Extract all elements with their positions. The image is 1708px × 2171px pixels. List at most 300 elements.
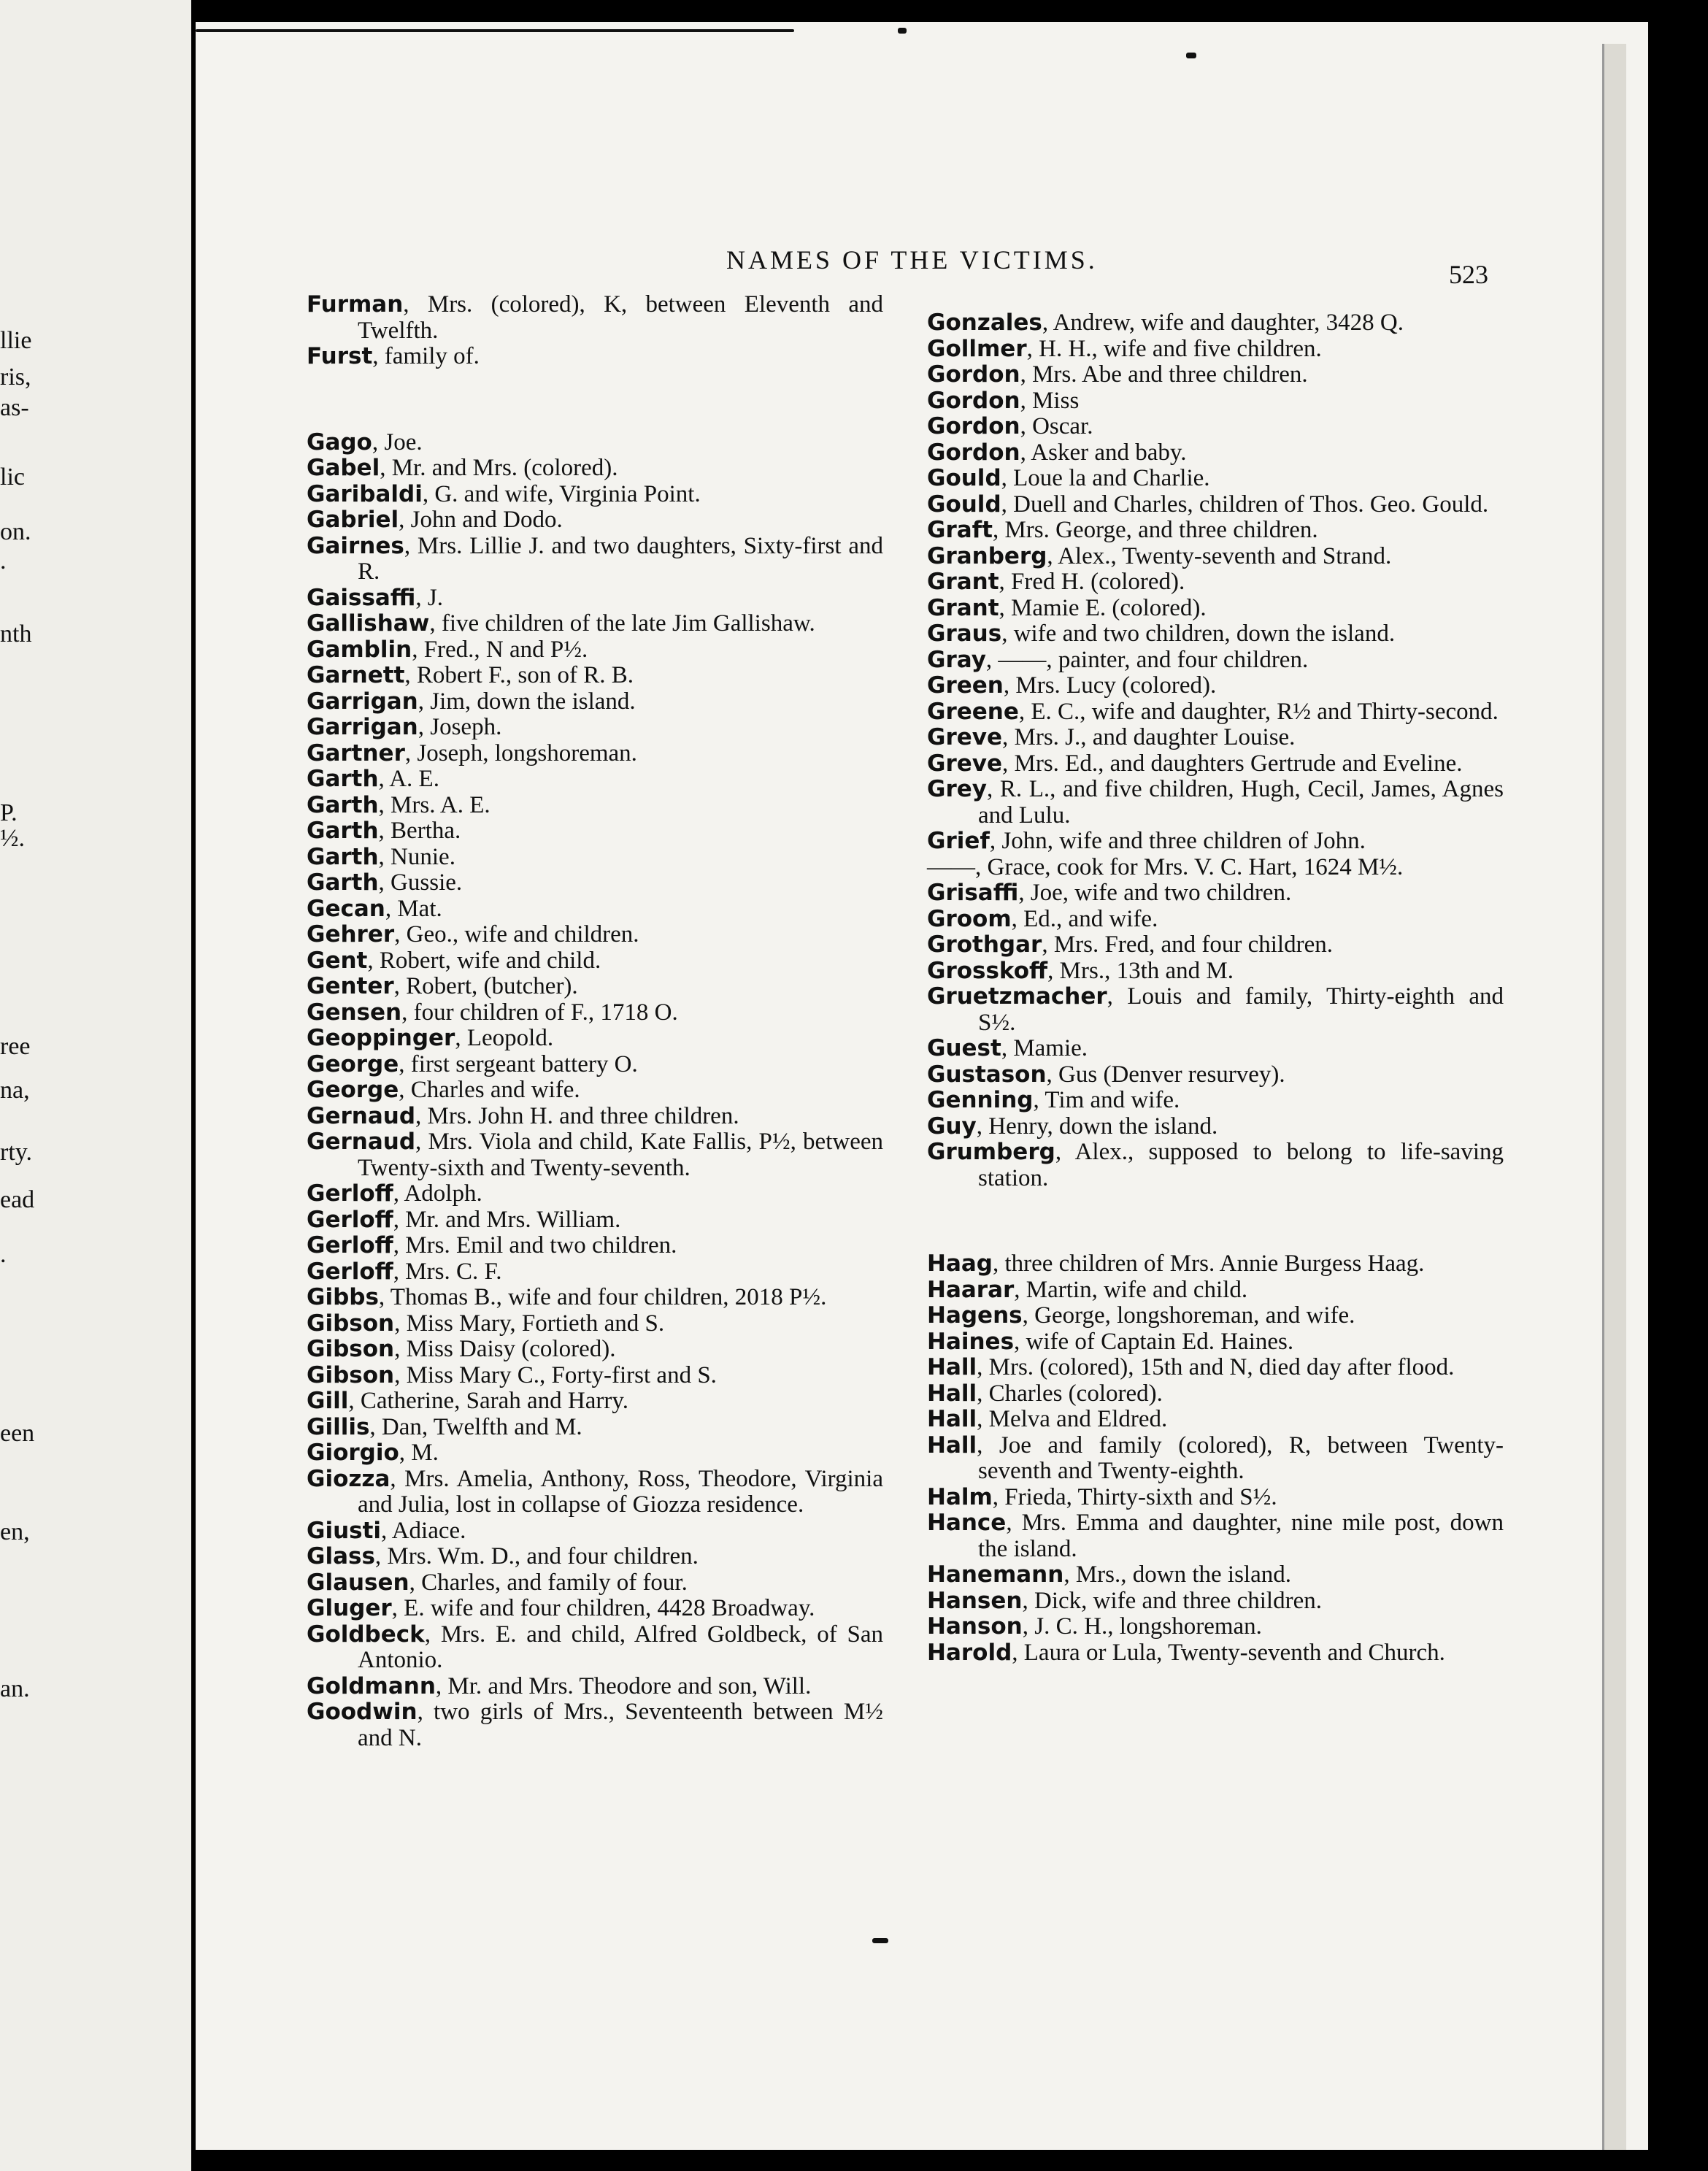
- entry-details: , wife and two children, down the island.: [1001, 620, 1396, 647]
- surname: Gordon: [927, 439, 1020, 466]
- entry-details: , Mrs. C. F.: [393, 1258, 502, 1285]
- victim-entry: [307, 1259, 883, 1286]
- entry-details: , Robert, wife and child.: [367, 947, 601, 974]
- entry-details: , Joe, wife and two children.: [1018, 880, 1292, 906]
- entry-details: , Mrs. A. E.: [378, 791, 491, 818]
- victim-entry: [307, 1544, 883, 1570]
- surname: Graft: [927, 517, 993, 543]
- entry-details: ——, Grace, cook for Mrs. V. C. Hart, 1624 M½.: [927, 853, 1404, 880]
- entry-details: , Robert F., son of R. B.: [404, 662, 634, 688]
- entry-details: , Asker and baby.: [1020, 439, 1187, 466]
- victim-entry: [927, 1562, 1504, 1588]
- victim-entry: [927, 1510, 1504, 1562]
- surname: Gray: [927, 646, 986, 673]
- surname: Gould: [927, 465, 1001, 491]
- surname: Greve: [927, 724, 1002, 750]
- surname: Grey: [927, 776, 987, 802]
- victim-entry: [927, 699, 1504, 726]
- entry-details: , Mamie E. (colored).: [999, 594, 1207, 621]
- victim-entry: [307, 766, 883, 793]
- entry-details: , Alex., supposed to belong to life-saving station.: [978, 1139, 1504, 1191]
- surname: Graus: [927, 620, 1002, 647]
- entry-details: , Mrs. Abe and three children.: [1020, 361, 1308, 388]
- entry-details: , Mrs. Amelia, Anthony, Ross, Theodore, Virginia and Julia, lost in collapse of Giozza residence.: [358, 1465, 883, 1518]
- entry-details: , Mrs. Ed., and daughters Gertrude and Eveline.: [1002, 750, 1463, 777]
- victim-entry: [927, 855, 1504, 881]
- entry-details: , Mamie.: [1001, 1035, 1088, 1061]
- entry-details: , Mr. and Mrs. William.: [393, 1206, 621, 1233]
- surname: Groom: [927, 905, 1012, 932]
- victim-entry: [307, 1181, 883, 1207]
- victim-entry: [927, 648, 1504, 674]
- surname: Hanson: [927, 1613, 1023, 1640]
- victim-entry: [307, 1596, 883, 1622]
- victim-entry: [927, 310, 1504, 337]
- surname: George: [307, 1050, 399, 1077]
- entry-details: , Miss Mary C., Forty-first and S.: [394, 1361, 717, 1388]
- victim-entry: [307, 1467, 883, 1518]
- entry-details: , Fred H. (colored).: [999, 569, 1185, 595]
- surname: Hansen: [927, 1587, 1023, 1614]
- surname: Hall: [927, 1354, 977, 1380]
- surname: Genning: [927, 1087, 1034, 1113]
- surname: Gibson: [307, 1361, 395, 1388]
- surname: Hance: [927, 1510, 1007, 1536]
- entry-details: , four children of F., 1718 O.: [401, 999, 678, 1026]
- surname: Garrigan: [307, 688, 418, 715]
- surname: Gerloff: [307, 1180, 393, 1207]
- entry-details: , Melva and Eldred.: [977, 1406, 1168, 1432]
- victim-entry: [927, 440, 1504, 466]
- victim-entry: [927, 337, 1504, 363]
- surname: Furman: [307, 291, 404, 318]
- surname: Grumberg: [927, 1139, 1055, 1165]
- victim-entry: [307, 1311, 883, 1337]
- surname: Gustason: [927, 1061, 1047, 1088]
- surname: Gould: [927, 491, 1001, 518]
- victim-entry: [927, 1355, 1504, 1381]
- surname: Gibson: [307, 1310, 395, 1337]
- entry-details: , Mr. and Mrs. Theodore and son, Will.: [435, 1672, 812, 1699]
- previous-page-fragment: rty.: [0, 1139, 33, 1166]
- victim-entry: [927, 673, 1504, 699]
- victim-entry: [307, 456, 883, 482]
- entry-details: , M.: [399, 1440, 439, 1466]
- entry-details: , Adiace.: [381, 1517, 466, 1544]
- surname: Garrigan: [307, 714, 418, 740]
- victim-entry: [927, 777, 1504, 829]
- entry-details: , John, wife and three children of John.: [989, 828, 1366, 854]
- surname: Guest: [927, 1035, 1001, 1061]
- victim-entry: [307, 663, 883, 689]
- victim-entry: [307, 715, 883, 741]
- entry-details: , Leopold.: [455, 1025, 554, 1051]
- victim-entry: [307, 1129, 883, 1181]
- surname: Gernaud: [307, 1129, 416, 1155]
- victim-entry: [307, 534, 883, 585]
- entry-details: , Alex., Twenty-seventh and Strand.: [1047, 542, 1392, 569]
- victim-entry: [927, 1329, 1504, 1356]
- entry-details: , Fred., N and P½.: [412, 636, 588, 663]
- entry-details: , Miss Mary, Fortieth and S.: [394, 1310, 665, 1337]
- entry-details: , J.: [415, 584, 443, 611]
- previous-page-fragment: as-: [0, 394, 29, 421]
- entry-details: , John and Dodo.: [399, 507, 563, 533]
- victim-entry: [927, 907, 1504, 933]
- victim-entry: [307, 741, 883, 767]
- victim-entry: [307, 1000, 883, 1026]
- surname: Hall: [927, 1432, 977, 1459]
- victim-entry: [307, 1077, 883, 1104]
- entry-details: , Mrs., 13th and M.: [1047, 957, 1234, 984]
- victim-entry: [307, 344, 883, 370]
- entry-details: , Charles (colored).: [977, 1380, 1163, 1407]
- surname: Gaissaffi: [307, 584, 416, 611]
- surname: Giozza: [307, 1465, 391, 1492]
- surname: Garth: [307, 869, 379, 896]
- entry-details: , Mrs. Wm. D., and four children.: [374, 1543, 699, 1569]
- previous-page-fragment: llie: [0, 327, 32, 354]
- victim-entry: [927, 569, 1504, 596]
- entry-details: , Gussie.: [378, 869, 463, 896]
- surname: Gollmer: [927, 335, 1027, 362]
- victim-entry: [307, 689, 883, 715]
- victim-entry: [927, 544, 1504, 570]
- surname: Goodwin: [307, 1699, 418, 1725]
- entry-details: , Mat.: [385, 895, 442, 922]
- entry-details: , Mrs. Lillie J. and two daughters, Sixty-first and R.: [358, 532, 883, 585]
- victim-entry: [927, 1614, 1504, 1640]
- entry-details: , Duell and Charles, children of Thos. Geo. Gould.: [1001, 491, 1489, 518]
- surname: Gerloff: [307, 1258, 393, 1285]
- victim-entry: [927, 1088, 1504, 1114]
- entry-details: , H. H., wife and five children.: [1026, 335, 1322, 362]
- surname: Granberg: [927, 542, 1047, 569]
- victim-entry: [307, 1363, 883, 1389]
- entry-details: , Mrs. Viola and child, Kate Fallis, P½, between Twenty-sixth and Twenty-seventh.: [358, 1129, 883, 1181]
- victim-entry: [927, 880, 1504, 907]
- victim-entry: [927, 1381, 1504, 1407]
- entry-details: , Martin, wife and child.: [1014, 1276, 1248, 1303]
- entry-details: , Mrs. J., and daughter Louise.: [1002, 724, 1296, 750]
- victim-entry: [307, 482, 883, 508]
- surname: Guy: [927, 1113, 977, 1140]
- victim-entry: [307, 1207, 883, 1234]
- entry-details: , Louis and family, Thirty-eighth and S½.: [978, 983, 1504, 1036]
- victim-entry: [307, 845, 883, 871]
- surname: Gensen: [307, 999, 402, 1026]
- surname: Grant: [927, 569, 999, 595]
- surname: Haines: [927, 1328, 1015, 1355]
- surname: Grosskoff: [927, 957, 1048, 984]
- victim-entry: [927, 518, 1504, 544]
- surname: Gent: [307, 947, 368, 974]
- entry-details: , Jim, down the island.: [418, 688, 636, 715]
- previous-page-edge: [0, 0, 191, 2171]
- surname: Gordon: [927, 413, 1020, 439]
- previous-page-fragment: P.: [0, 799, 18, 826]
- victim-entry: [927, 958, 1504, 985]
- entry-details: , Mrs. Lucy (colored).: [1003, 672, 1217, 699]
- surname: Gabriel: [307, 507, 399, 533]
- victim-entry: [307, 1052, 883, 1078]
- surname: Gibbs: [307, 1284, 379, 1310]
- victim-entry: [307, 1285, 883, 1311]
- victim-entry: [307, 922, 883, 948]
- left-column: [307, 292, 883, 1751]
- entry-details: , first sergeant battery O.: [399, 1050, 638, 1077]
- surname: Garth: [307, 843, 379, 870]
- previous-page-fragment: lic: [0, 464, 25, 491]
- entry-details: , Loue la and Charlie.: [1001, 465, 1210, 491]
- surname: George: [307, 1077, 399, 1103]
- surname: Furst: [307, 343, 373, 369]
- victim-entry: [307, 1440, 883, 1467]
- scan-mark: [872, 1938, 888, 1943]
- previous-page-fragment: ½.: [0, 825, 25, 852]
- entry-details: , Laura or Lula, Twenty-seventh and Church.: [1012, 1639, 1445, 1666]
- section-gap: [307, 370, 883, 430]
- entry-details: , Joseph.: [418, 714, 502, 740]
- entry-details: , Miss Daisy (colored).: [394, 1336, 616, 1362]
- entry-details: , R. L., and five children, Hugh, Cecil, James, Agnes and Lulu.: [978, 776, 1504, 829]
- scan-mark: [196, 29, 794, 32]
- entry-details: , Joe and family (colored), R, between Twenty-seventh and Twenty-eighth.: [977, 1432, 1504, 1484]
- previous-page-fragment: .: [0, 1241, 7, 1268]
- victim-entry: [927, 1036, 1504, 1062]
- victim-entry: [307, 1674, 883, 1700]
- surname: Hanemann: [927, 1561, 1064, 1588]
- victim-entry: [927, 1114, 1504, 1140]
- surname: Gordon: [927, 361, 1020, 388]
- entry-details: , Gus (Denver resurvey).: [1046, 1061, 1285, 1088]
- entry-details: , Ed., and wife.: [1011, 905, 1158, 932]
- victim-entry: [927, 621, 1504, 648]
- surname: Gecan: [307, 895, 385, 922]
- victim-entry: [927, 1433, 1504, 1485]
- surname: Gernaud: [307, 1102, 416, 1129]
- entry-details: , Bertha.: [378, 818, 461, 844]
- entry-details: , Charles and wife.: [399, 1077, 580, 1103]
- surname: Grief: [927, 828, 990, 854]
- surname: Gamblin: [307, 636, 412, 663]
- entry-details: , Catherine, Sarah and Harry.: [348, 1388, 628, 1414]
- victim-entry: [927, 751, 1504, 777]
- surname: Gabel: [307, 455, 380, 481]
- entry-details: , Mrs. John H. and three children.: [415, 1102, 739, 1129]
- surname: Grothgar: [927, 931, 1042, 958]
- entry-details: , ——, painter, and four children.: [985, 646, 1309, 673]
- surname: Gerloff: [307, 1206, 393, 1233]
- entry-details: , Geo., wife and children.: [394, 921, 639, 948]
- entry-details: , two girls of Mrs., Seventeenth between M½ and N.: [358, 1699, 883, 1751]
- page-edge: [1602, 44, 1626, 2150]
- surname: Garth: [307, 766, 379, 792]
- previous-page-fragment: .: [0, 547, 7, 575]
- victim-entry: [927, 1140, 1504, 1191]
- entry-details: , Mrs., down the island.: [1063, 1561, 1291, 1588]
- entry-details: , Joseph, longshoreman.: [404, 739, 637, 766]
- victim-entry: [307, 1337, 883, 1363]
- entry-details: , Mrs. E. and child, Alfred Goldbeck, of San Antonio.: [358, 1621, 883, 1673]
- surname: Gill: [307, 1388, 349, 1414]
- victim-entry: [307, 818, 883, 845]
- victim-entry: [927, 829, 1504, 855]
- entry-details: , E. C., wife and daughter, R½ and Thirty-second.: [1018, 698, 1499, 725]
- victim-entry: [307, 507, 883, 534]
- victim-entry: [307, 974, 883, 1000]
- victim-entry: [307, 611, 883, 637]
- previous-page-fragment: ree: [0, 1033, 31, 1060]
- victim-entry: [307, 1233, 883, 1259]
- entry-details: , Henry, down the island.: [976, 1113, 1218, 1140]
- surname: Garnett: [307, 662, 405, 688]
- entry-details: , E. wife and four children, 4428 Broadway.: [391, 1595, 815, 1621]
- surname: Gerloff: [307, 1232, 393, 1259]
- victim-entry: [927, 1303, 1504, 1329]
- previous-page-fragment: nth: [0, 620, 32, 648]
- victim-entry: [927, 596, 1504, 622]
- surname: Gluger: [307, 1595, 392, 1621]
- entry-details: , Dan, Twelfth and M.: [369, 1413, 582, 1440]
- victim-entry: [927, 1277, 1504, 1304]
- surname: Green: [927, 672, 1004, 699]
- surname: Gago: [307, 429, 372, 456]
- victim-entry: [927, 1062, 1504, 1088]
- surname: Garth: [307, 791, 379, 818]
- entry-details: , J. C. H., longshoreman.: [1022, 1613, 1262, 1640]
- victim-entry: [307, 1570, 883, 1596]
- victim-entry: [927, 414, 1504, 440]
- victim-entry: [927, 466, 1504, 492]
- surname: Hall: [927, 1380, 977, 1407]
- entry-details: , Mr. and Mrs. (colored).: [380, 455, 618, 481]
- surname: Gillis: [307, 1413, 370, 1440]
- victim-entry: [307, 948, 883, 975]
- previous-page-fragment: ris,: [0, 364, 31, 391]
- entry-details: , Mrs. Emma and daughter, nine mile post, down the island.: [978, 1510, 1504, 1562]
- surname: Gordon: [927, 387, 1020, 414]
- victim-entry: [927, 1588, 1504, 1615]
- surname: Haarar: [927, 1276, 1015, 1303]
- previous-page-fragment: na,: [0, 1077, 30, 1104]
- entry-details: , Mrs. George, and three children.: [992, 517, 1318, 543]
- victim-entry: [307, 292, 883, 344]
- surname: Glass: [307, 1543, 375, 1569]
- scan-mark: [1186, 53, 1196, 58]
- victim-entry: [307, 637, 883, 664]
- scan-mark: [898, 28, 907, 34]
- entry-details: , G. and wife, Virginia Point.: [422, 480, 701, 507]
- previous-page-fragment: ead: [0, 1186, 35, 1213]
- surname: Giusti: [307, 1517, 382, 1544]
- surname: Grisaffi: [927, 880, 1019, 906]
- victim-entry: [927, 388, 1504, 415]
- entry-details: , Miss: [1020, 387, 1080, 414]
- entry-details: , Oscar.: [1020, 413, 1093, 439]
- surname: Goldmann: [307, 1672, 436, 1699]
- victim-entry: [307, 870, 883, 896]
- surname: Gruetzmacher: [927, 983, 1107, 1010]
- previous-page-fragment: een: [0, 1420, 35, 1447]
- entry-details: , Mrs. (colored), K, between Eleventh and Twelfth.: [358, 291, 883, 344]
- surname: Glausen: [307, 1569, 409, 1596]
- surname: Grant: [927, 594, 999, 621]
- victim-entry: [927, 725, 1504, 751]
- entry-details: , Mrs. Fred, and four children.: [1042, 931, 1333, 958]
- entry-details: , Dick, wife and three children.: [1022, 1587, 1322, 1614]
- surname: Haag: [927, 1250, 993, 1277]
- surname: Hagens: [927, 1302, 1023, 1329]
- surname: Giorgio: [307, 1440, 399, 1466]
- section-gap: [927, 1191, 1504, 1251]
- victim-entry: [307, 793, 883, 819]
- victim-entry: [307, 430, 883, 456]
- victim-entry: [307, 1026, 883, 1052]
- victim-entry: [307, 1388, 883, 1415]
- surname: Garibaldi: [307, 480, 423, 507]
- entry-details: , Robert, (butcher).: [393, 973, 578, 999]
- page-number: 523: [1449, 260, 1488, 289]
- entry-details: , Charles, and family of four.: [409, 1569, 688, 1596]
- entry-details: , Mrs. (colored), 15th and N, died day after flood.: [977, 1354, 1455, 1380]
- surname: Gairnes: [307, 532, 404, 559]
- entry-details: , Adolph.: [393, 1180, 482, 1207]
- surname: Gartner: [307, 739, 405, 766]
- surname: Geoppinger: [307, 1025, 455, 1051]
- entry-details: , George, longshoreman, and wife.: [1022, 1302, 1355, 1329]
- entry-details: , Nunie.: [378, 843, 455, 870]
- victim-entry: [927, 984, 1504, 1036]
- victim-entry: [927, 1407, 1504, 1433]
- surname: Garth: [307, 818, 379, 844]
- surname: Goldbeck: [307, 1621, 425, 1648]
- entry-details: , five children of the late Jim Gallishaw.: [429, 610, 815, 637]
- surname: Greve: [927, 750, 1002, 777]
- victim-entry: [307, 896, 883, 923]
- entry-details: , three children of Mrs. Annie Burgess Haag.: [992, 1250, 1425, 1277]
- entry-details: , Mrs. Emil and two children.: [393, 1232, 677, 1259]
- victim-entry: [307, 1622, 883, 1674]
- victim-entry: [307, 1699, 883, 1751]
- victim-entry: [307, 1415, 883, 1441]
- running-header: NAMES OF THE VICTIMS.: [726, 245, 1098, 274]
- entry-details: , Frieda, Thirty-sixth and S½.: [992, 1483, 1277, 1510]
- entry-details: , family of.: [372, 343, 480, 369]
- victim-entry: [927, 492, 1504, 518]
- victim-entry: [927, 362, 1504, 388]
- entry-details: , Tim and wife.: [1033, 1087, 1180, 1113]
- victim-entry: [307, 1104, 883, 1130]
- entry-details: , Joe.: [372, 429, 423, 456]
- surname: Gallishaw: [307, 610, 430, 637]
- previous-page-fragment: on.: [0, 518, 31, 545]
- entry-details: , wife of Captain Ed. Haines.: [1014, 1328, 1294, 1355]
- victim-entry: [307, 1518, 883, 1545]
- victim-entry: [927, 932, 1504, 958]
- surname: Halm: [927, 1483, 993, 1510]
- surname: Gibson: [307, 1336, 395, 1362]
- victim-entry: [927, 1640, 1504, 1667]
- previous-page-fragment: en,: [0, 1518, 30, 1545]
- surname: Gonzales: [927, 310, 1042, 336]
- victim-entry: [307, 585, 883, 612]
- surname: Hall: [927, 1406, 977, 1432]
- victim-entry: [927, 1485, 1504, 1511]
- entry-details: , Andrew, wife and daughter, 3428 Q.: [1042, 310, 1404, 336]
- surname: Gehrer: [307, 921, 395, 948]
- entry-details: , Thomas B., wife and four children, 2018 P½.: [378, 1284, 827, 1310]
